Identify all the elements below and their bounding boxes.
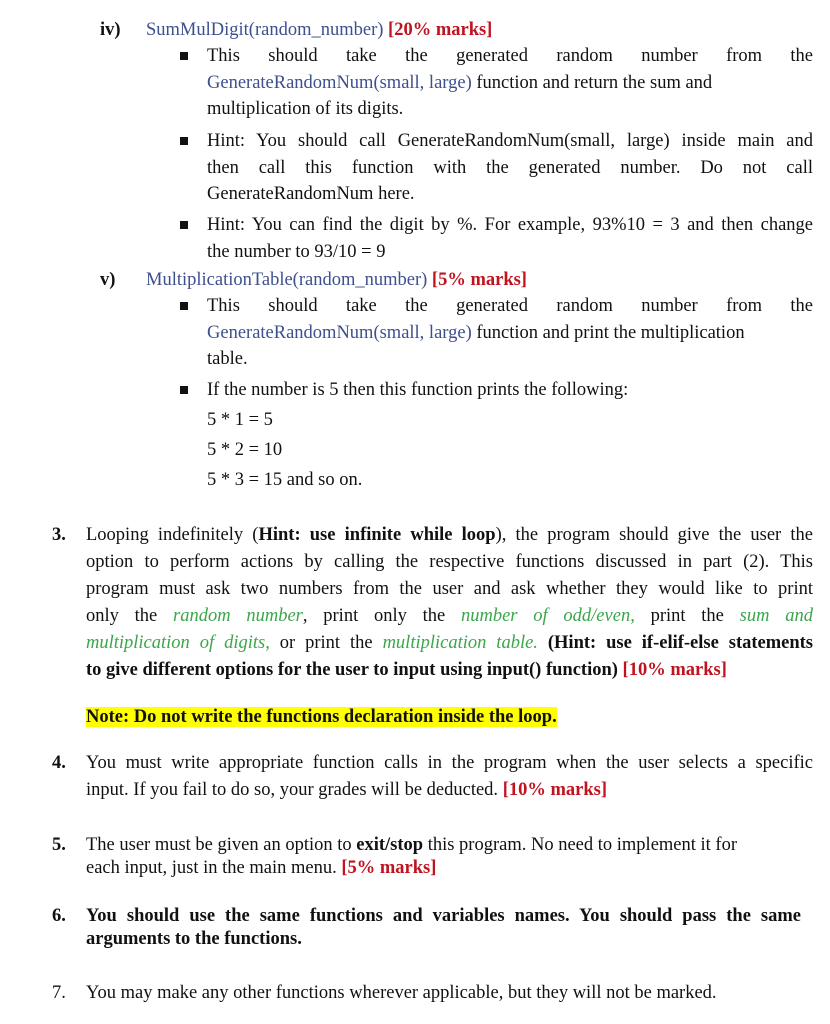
bullet-square-icon (180, 302, 188, 310)
item4-line1: You must write appropriate function calls in the program when the user selects a specific (86, 753, 813, 773)
iv-b2-line1: Hint: You should call GenerateRandomNum(small, large) inside main and (207, 131, 813, 151)
text: The user must be given an option to (86, 835, 357, 855)
hint-text: (Hint: use if-elif-else statements (537, 633, 814, 653)
text: function and print the multiplication (471, 323, 745, 343)
item-5-number: 5. (52, 835, 66, 855)
option-text: multiplication table. (382, 633, 538, 653)
subitem-v-heading (146, 267, 527, 293)
subitem-iv-label: iv) (100, 20, 121, 40)
hint-text: to give different options for the user to input using input() function) (86, 660, 623, 680)
example-line-1: 5 * 1 = 5 (207, 410, 273, 430)
item3-line2: option to perform actions by calling the respective functions discussed in part (2). This (86, 552, 813, 572)
bullet-square-icon (180, 386, 188, 394)
text: only the (86, 606, 174, 626)
item-3-number: 3. (52, 525, 66, 545)
marks-badge: [5% marks] (341, 858, 437, 878)
iv-b2-line3: GenerateRandomNum here. (207, 184, 415, 204)
text: function and return the sum and (471, 73, 713, 93)
func-summuldigit: SumMulDigit(random_number) (146, 20, 384, 40)
item3-line1 (86, 522, 813, 548)
item3-line5 (86, 630, 813, 656)
bullet-square-icon (180, 52, 188, 60)
iv-b2-line2: then call this function with the generated number. Do not call (207, 158, 813, 178)
iv-b3-line2: the number to 93/10 = 9 (207, 242, 386, 262)
text: this program. No need to implement it for (423, 835, 737, 855)
subitem-v-label: v) (100, 270, 116, 290)
func-generaterandomnum: GenerateRandomNum(small, large) (207, 73, 472, 93)
iv-b1-line2 (207, 70, 712, 96)
item-4-number: 4. (52, 753, 66, 773)
option-text: multiplication of digits, (86, 633, 270, 653)
marks-badge: [10% marks] (502, 780, 607, 800)
v-b2-line1: If the number is 5 then this function prints the following: (207, 380, 629, 400)
item3-line4 (86, 603, 813, 629)
item-6-number: 6. (52, 906, 66, 926)
text: or print the (269, 633, 383, 653)
iv-b1-line3: multiplication of its digits. (207, 99, 404, 119)
marks-badge: [10% marks] (622, 660, 727, 680)
item6-line2: arguments to the functions. (86, 929, 302, 949)
hint-text: Hint: use infinite while loop (258, 525, 496, 545)
note-line (86, 704, 557, 730)
bullet-square-icon (180, 221, 188, 229)
text: each input, just in the main menu. (86, 858, 342, 878)
item3-line6 (86, 657, 727, 683)
func-generaterandomnum: GenerateRandomNum(small, large) (207, 323, 472, 343)
marks-badge: [20% marks] (388, 20, 493, 40)
highlighted-note: Note: Do not write the functions declaration inside the loop. (86, 707, 557, 727)
item6-line1: You should use the same functions and variables names. You should pass the same (86, 906, 801, 926)
example-line-2: 5 * 2 = 10 (207, 440, 283, 460)
item5-line2 (86, 855, 436, 881)
text: input. If you fail to do so, your grades will be deducted. (86, 780, 503, 800)
text: print the (634, 606, 740, 626)
example-line-3: 5 * 3 = 15 and so on. (207, 470, 363, 490)
bullet-square-icon (180, 137, 188, 145)
item-7-number: 7. (52, 983, 66, 1003)
subitem-iv-heading (146, 17, 492, 43)
v-b1-line1: This should take the generated random number from the (207, 296, 813, 316)
text: ), the program should give the user the (495, 525, 813, 545)
v-b1-line2 (207, 320, 745, 346)
text: , print only the (302, 606, 461, 626)
text: Looping indefinitely ( (86, 525, 259, 545)
func-multiplicationtable: MultiplicationTable(random_number) (146, 270, 428, 290)
option-text: sum and (739, 606, 813, 626)
v-b1-line3: table. (207, 349, 248, 369)
emphasis-text: exit/stop (356, 835, 424, 855)
item7-line1: You may make any other functions wherever applicable, but they will not be marked. (86, 983, 717, 1003)
item3-line3: program must ask two numbers from the user and ask whether they would like to print (86, 579, 813, 599)
marks-badge: [5% marks] (431, 270, 527, 290)
option-text: number of odd/even, (460, 606, 635, 626)
iv-b3-line1: Hint: You can find the digit by %. For example, 93%10 = 3 and then change (207, 215, 813, 235)
iv-b1-line1: This should take the generated random number from the (207, 46, 813, 66)
option-text: random number (173, 606, 303, 626)
item4-line2 (86, 777, 607, 803)
